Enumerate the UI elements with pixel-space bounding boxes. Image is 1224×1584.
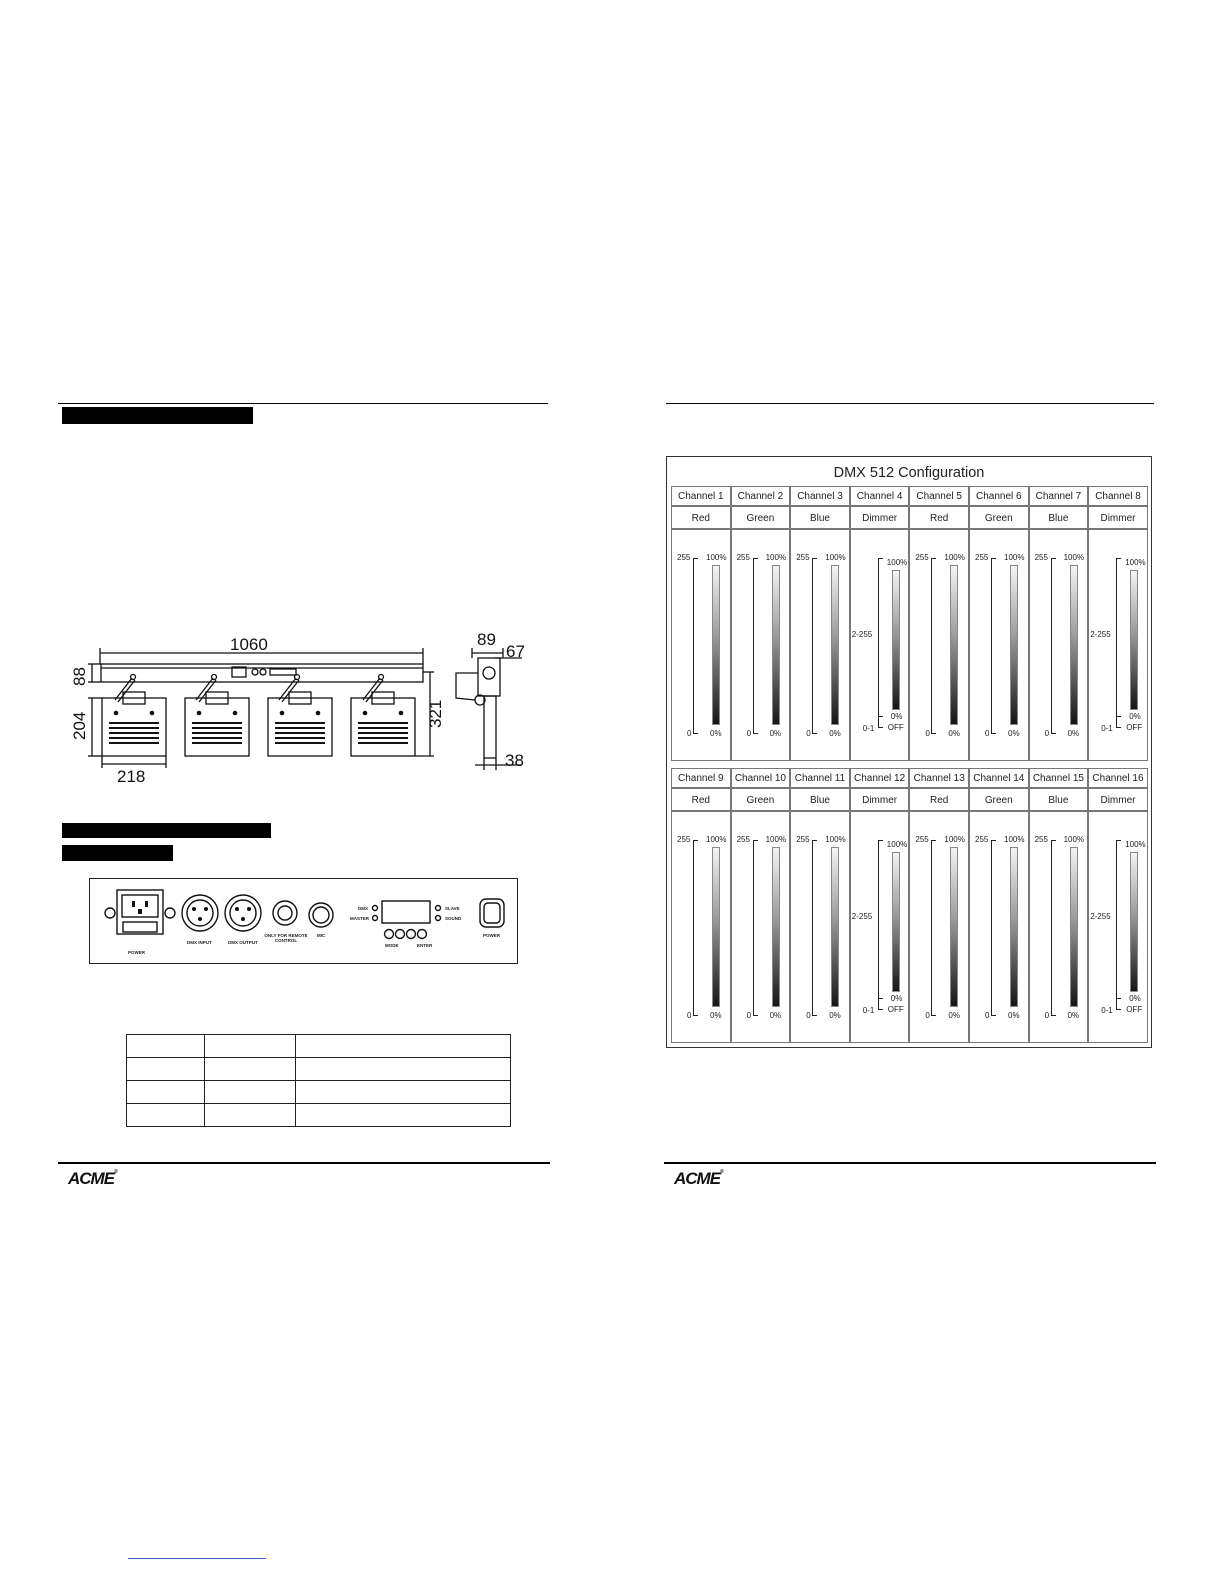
scale-tick-top — [693, 558, 698, 559]
scale-tick-bottom — [931, 1015, 936, 1016]
scale-bracket — [693, 558, 694, 734]
channel-name-cell: Channel 14 — [969, 768, 1029, 788]
scale-bracket — [878, 558, 879, 728]
scale-percent-top: 100% — [1063, 835, 1085, 844]
scale-tick-bottom — [753, 1015, 758, 1016]
scale-percent-top: 100% — [765, 553, 787, 562]
dimension-drawing-svg — [70, 628, 540, 788]
table-row — [127, 1081, 511, 1104]
scale-bracket — [812, 840, 813, 1016]
channel-color-cell: Red — [671, 506, 731, 529]
channel-name-cell: Channel 9 — [671, 768, 731, 788]
scale-value-top: 255 — [975, 553, 989, 562]
scale-tick-top — [991, 840, 996, 841]
channel-scale-cell — [671, 529, 731, 761]
right-footer-rule — [664, 1162, 1156, 1164]
scale-value-top: 255 — [796, 553, 810, 562]
channel-scale-cell — [909, 811, 969, 1043]
channel-name-cell: Channel 5 — [909, 486, 969, 506]
dim-length: 1060 — [230, 635, 268, 654]
channel-name-cell: Channel 1 — [671, 486, 731, 506]
scale-bracket — [753, 840, 754, 1016]
dim-bracket-width: 38 — [505, 751, 524, 770]
scale-value-top: 255 — [975, 835, 989, 844]
scale-value-top: 255 — [736, 835, 750, 844]
acme-logo-left: ACME® — [68, 1169, 117, 1188]
channel-name-cell: Channel 7 — [1029, 486, 1089, 506]
scale-value-bottom: 0 — [925, 729, 930, 738]
scale-percent-top: 100% — [765, 835, 787, 844]
scale-tick-top — [1051, 558, 1056, 559]
scale-percent-top: 100% — [825, 835, 846, 844]
subheading-bar-1 — [62, 823, 271, 838]
scale-tick-off — [1116, 716, 1121, 717]
intensity-gradient-bar — [892, 852, 900, 992]
scale-percent-top: 100% — [1063, 553, 1085, 562]
channel-color-cell: Blue — [1029, 788, 1089, 811]
scale-percent-top: 100% — [886, 840, 908, 849]
channel-scale-cell — [790, 811, 850, 1043]
scale-value-bottom: 0 — [746, 729, 752, 738]
scale-dim-off: OFF — [1126, 723, 1143, 732]
scale-percent-bottom: 0% — [769, 729, 782, 738]
scale-dim-off-range: 0-1 — [1101, 1006, 1113, 1015]
intensity-gradient-bar — [1070, 847, 1078, 1007]
channel-color-cell: Dimmer — [1088, 788, 1148, 811]
scale-tick-top — [693, 840, 698, 841]
scale-tick-bottom — [931, 733, 936, 734]
dim-bracket-depth: 67 — [506, 642, 525, 661]
intensity-gradient-bar — [712, 847, 720, 1007]
scale-percent-bottom: 0% — [829, 729, 841, 738]
scale-tick-top — [812, 840, 817, 841]
intensity-gradient-bar — [950, 847, 958, 1007]
scale-tick-top — [931, 558, 936, 559]
intensity-gradient-bar — [831, 847, 839, 1007]
scale-tick-top — [753, 558, 758, 559]
scale-percent-bottom: 0% — [769, 1011, 782, 1020]
channel-name-cell: Channel 3 — [790, 486, 850, 506]
dmx-configuration-table — [666, 456, 1152, 1048]
scale-percent-bottom: 0% — [710, 1011, 722, 1020]
panel-label-mic: MIC — [317, 933, 326, 938]
intensity-gradient-bar — [772, 565, 780, 725]
scale-percent-bottom: 0% — [890, 994, 903, 1003]
left-header-rule — [58, 403, 548, 404]
scale-value-bottom: 0 — [687, 1011, 692, 1020]
scale-bracket — [931, 558, 932, 734]
channel-name-cell: Channel 12 — [850, 768, 910, 788]
scale-bracket — [931, 840, 932, 1016]
scale-value-bottom: 0 — [746, 1011, 752, 1020]
scale-percent-bottom: 0% — [1008, 729, 1020, 738]
scale-value-bottom: 0 — [1044, 729, 1050, 738]
channel-color-cell: Red — [909, 506, 969, 529]
dim-head-width: 218 — [117, 767, 146, 786]
channel-color-cell: Blue — [1029, 506, 1089, 529]
scale-tick-bottom — [693, 1015, 698, 1016]
scale-bracket — [991, 558, 992, 734]
scale-value-bottom: 0 — [1044, 1011, 1050, 1020]
intensity-gradient-bar — [1130, 570, 1138, 710]
scale-value-bottom: 0 — [806, 729, 811, 738]
scale-bracket — [878, 840, 879, 1010]
scale-tick-bottom — [812, 733, 817, 734]
scale-tick-bottom — [1051, 1015, 1056, 1016]
channel-scale-cell — [969, 811, 1029, 1043]
scale-dim-off-range: 0-1 — [862, 1006, 875, 1015]
table-row — [127, 1058, 511, 1081]
scale-tick-top — [1116, 840, 1121, 841]
scale-percent-top: 100% — [1004, 553, 1025, 562]
intensity-gradient-bar — [831, 565, 839, 725]
scale-percent-top: 100% — [1004, 835, 1025, 844]
scale-percent-bottom: 0% — [1129, 712, 1141, 721]
channel-scale-cell — [1088, 811, 1148, 1043]
intensity-gradient-bar — [712, 565, 720, 725]
scale-dim-off: OFF — [887, 723, 904, 732]
channel-scale-cell — [731, 811, 791, 1043]
scale-tick-top — [878, 840, 883, 841]
channel-color-cell: Dimmer — [850, 506, 910, 529]
scale-tick-bottom — [1116, 727, 1121, 728]
channel-color-cell: Dimmer — [850, 788, 910, 811]
scale-value-bottom: 0 — [806, 1011, 811, 1020]
scale-percent-bottom: 0% — [1067, 1011, 1080, 1020]
scale-bracket — [1051, 840, 1052, 1016]
channel-name-cell: Channel 6 — [969, 486, 1029, 506]
scale-value-top: 255 — [1034, 835, 1048, 844]
scale-dim-range: 2-255 — [1090, 912, 1111, 921]
dim-head-height: 204 — [70, 711, 89, 740]
scale-tick-bottom — [693, 733, 698, 734]
scale-tick-bottom — [1116, 1009, 1121, 1010]
scale-value-top: 255 — [796, 835, 810, 844]
scale-value-bottom: 0 — [985, 729, 990, 738]
scale-tick-top — [878, 558, 883, 559]
scale-percent-bottom: 0% — [1008, 1011, 1020, 1020]
scale-tick-bottom — [991, 1015, 996, 1016]
acme-logo-right: ACME® — [674, 1169, 723, 1188]
channel-color-cell: Blue — [790, 788, 850, 811]
channel-scale-cell — [1029, 811, 1089, 1043]
scale-tick-top — [1051, 840, 1056, 841]
scale-percent-top: 100% — [944, 553, 965, 562]
scale-value-bottom: 0 — [925, 1011, 930, 1020]
scale-percent-bottom: 0% — [890, 712, 903, 721]
dim-bar-height: 88 — [70, 667, 89, 686]
channel-scale-cell — [790, 529, 850, 761]
rear-panel — [89, 878, 518, 964]
channel-name-cell: Channel 10 — [731, 768, 791, 788]
panel-label-power-socket: POWER — [128, 950, 146, 955]
subheading-bar-2 — [62, 845, 173, 861]
scale-tick-bottom — [878, 1009, 883, 1010]
intensity-gradient-bar — [892, 570, 900, 710]
scale-percent-top: 100% — [1125, 840, 1146, 849]
scale-bracket — [1116, 840, 1117, 1010]
scale-dim-range: 2-255 — [851, 630, 873, 639]
scale-value-top: 255 — [1034, 553, 1048, 562]
channel-name-cell: Channel 2 — [731, 486, 791, 506]
panel-label-mode-led: DMX — [358, 906, 368, 911]
scale-percent-bottom: 0% — [1129, 994, 1141, 1003]
scale-tick-bottom — [878, 727, 883, 728]
channel-name-cell: Channel 16 — [1088, 768, 1148, 788]
panel-label-mode-button: MODE — [385, 943, 399, 948]
channel-color-cell: Red — [671, 788, 731, 811]
scale-dim-off-range: 0-1 — [1101, 724, 1113, 733]
scale-percent-top: 100% — [944, 835, 965, 844]
panel-label-master-led: MASTER — [350, 916, 369, 921]
scale-tick-off — [878, 998, 883, 999]
channel-scale-cell — [909, 529, 969, 761]
scale-percent-top: 100% — [706, 835, 727, 844]
channel-color-cell: Blue — [790, 506, 850, 529]
scale-value-top: 255 — [736, 553, 750, 562]
intensity-gradient-bar — [1130, 852, 1138, 992]
channel-name-cell: Channel 11 — [790, 768, 850, 788]
scale-dim-off: OFF — [887, 1005, 904, 1014]
scale-bracket — [1051, 558, 1052, 734]
panel-label-dmx-output: DMX OUTPUT — [228, 940, 258, 945]
channel-scale-cell — [731, 529, 791, 761]
scale-dim-off-range: 0-1 — [862, 724, 875, 733]
scale-tick-top — [931, 840, 936, 841]
scale-tick-bottom — [812, 1015, 817, 1016]
panel-label-sound-led: SOUND — [445, 916, 462, 921]
panel-label-remote: ONLY FOR REMOTE CONTROL — [264, 933, 308, 943]
channel-name-cell: Channel 15 — [1029, 768, 1089, 788]
channel-color-cell: Green — [969, 506, 1029, 529]
channel-scale-cell — [1088, 529, 1148, 761]
scale-tick-top — [1116, 558, 1121, 559]
scale-percent-top: 100% — [886, 558, 908, 567]
channel-color-cell: Dimmer — [1088, 506, 1148, 529]
scale-dim-range: 2-255 — [1090, 630, 1111, 639]
left-footer-rule — [58, 1162, 550, 1164]
scale-bracket — [991, 840, 992, 1016]
panel-label-power-switch: POWER — [483, 933, 501, 938]
scale-percent-bottom: 0% — [710, 729, 722, 738]
scale-dim-range: 2-255 — [851, 912, 873, 921]
scale-percent-bottom: 0% — [948, 729, 960, 738]
scale-percent-top: 100% — [706, 553, 727, 562]
scale-value-top: 255 — [677, 553, 691, 562]
channel-scale-cell — [1029, 529, 1089, 761]
scale-value-bottom: 0 — [985, 1011, 990, 1020]
channel-scale-cell — [850, 529, 910, 761]
scale-bracket — [693, 840, 694, 1016]
dim-side-depth: 89 — [477, 630, 496, 649]
scale-percent-bottom: 0% — [948, 1011, 960, 1020]
rear-panel-svg — [90, 879, 517, 963]
channel-name-cell: Channel 4 — [850, 486, 910, 506]
right-header-rule — [666, 403, 1154, 404]
channel-color-cell: Red — [909, 788, 969, 811]
dimension-drawing — [70, 628, 540, 788]
empty-table — [126, 1034, 511, 1127]
scale-value-top: 255 — [915, 553, 929, 562]
scale-bracket — [1116, 558, 1117, 728]
dmx-title: DMX 512 Configuration — [833, 465, 985, 481]
intensity-gradient-bar — [772, 847, 780, 1007]
scale-dim-off: OFF — [1126, 1005, 1143, 1014]
section-heading-bar — [62, 407, 253, 424]
channel-name-cell: Channel 8 — [1088, 486, 1148, 506]
intensity-gradient-bar — [1070, 565, 1078, 725]
panel-label-slave-led: SLAVE — [445, 906, 460, 911]
channel-scale-cell — [671, 811, 731, 1043]
dim-total-height: 321 — [426, 699, 445, 728]
scale-value-top: 255 — [915, 835, 929, 844]
table-row — [127, 1035, 511, 1058]
table-row — [127, 1104, 511, 1127]
scale-tick-bottom — [991, 733, 996, 734]
scale-tick-top — [991, 558, 996, 559]
logo-text: ACME — [674, 1169, 721, 1188]
intensity-gradient-bar — [950, 565, 958, 725]
scale-bracket — [753, 558, 754, 734]
panel-label-enter-button: ENTER — [417, 943, 433, 948]
scale-tick-top — [812, 558, 817, 559]
scale-value-top: 255 — [677, 835, 691, 844]
channel-color-cell: Green — [969, 788, 1029, 811]
scale-tick-bottom — [753, 733, 758, 734]
scale-bracket — [812, 558, 813, 734]
channel-color-cell: Green — [731, 506, 791, 529]
logo-text: ACME — [68, 1169, 115, 1188]
channel-scale-cell — [850, 811, 910, 1043]
channel-scale-cell — [969, 529, 1029, 761]
scale-tick-top — [753, 840, 758, 841]
scale-percent-bottom: 0% — [829, 1011, 841, 1020]
scale-percent-top: 100% — [825, 553, 846, 562]
intensity-gradient-bar — [1010, 847, 1018, 1007]
scale-percent-bottom: 0% — [1067, 729, 1080, 738]
panel-label-dmx-input: DMX INPUT — [187, 940, 212, 945]
intensity-gradient-bar — [1010, 565, 1018, 725]
scale-value-bottom: 0 — [687, 729, 692, 738]
link-underline — [128, 1558, 266, 1559]
scale-tick-off — [878, 716, 883, 717]
channel-color-cell: Green — [731, 788, 791, 811]
scale-percent-top: 100% — [1125, 558, 1146, 567]
scale-tick-off — [1116, 998, 1121, 999]
scale-tick-bottom — [1051, 733, 1056, 734]
channel-name-cell: Channel 13 — [909, 768, 969, 788]
